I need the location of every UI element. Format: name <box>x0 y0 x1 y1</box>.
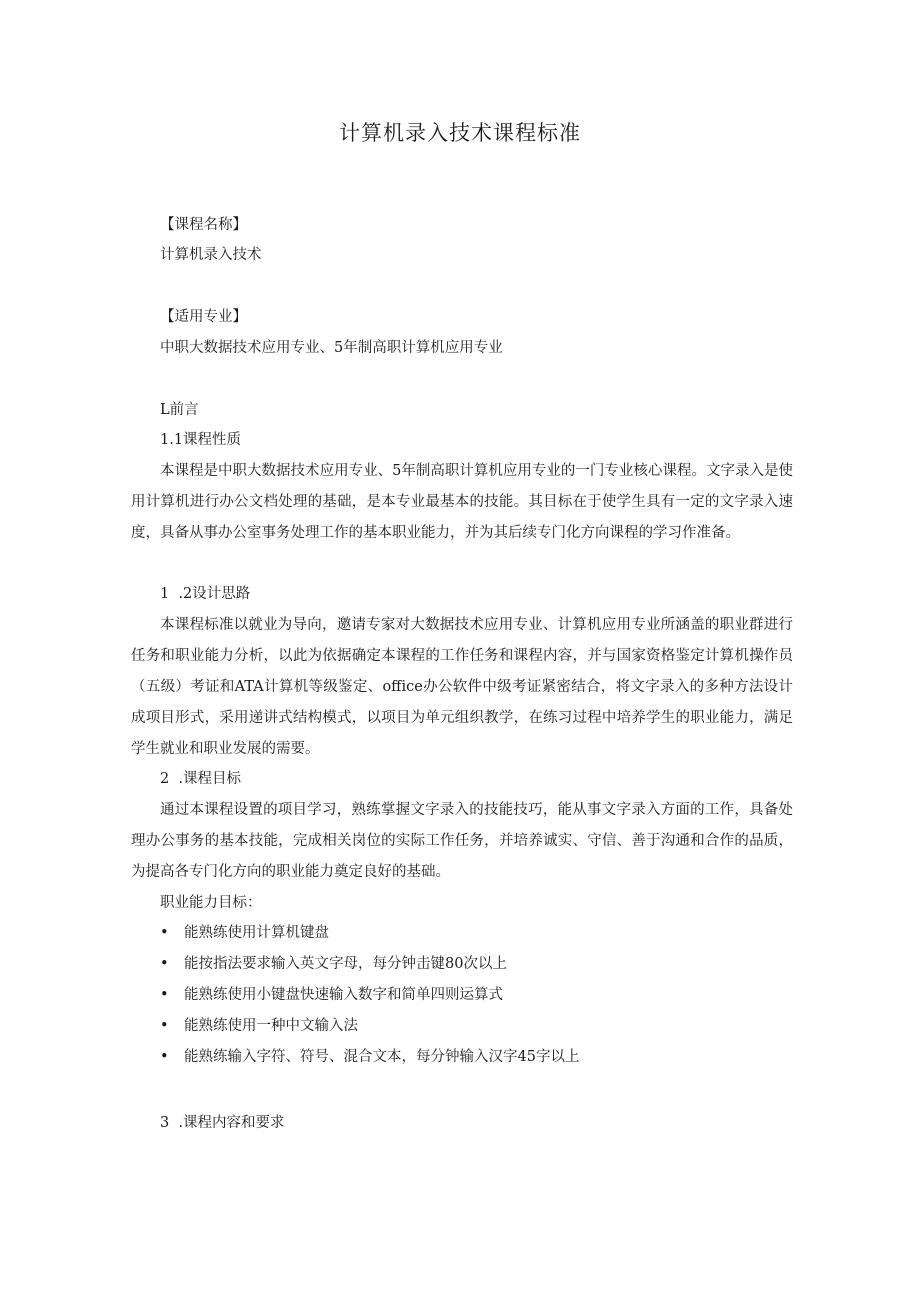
ability-goals-list <box>160 922 579 1077</box>
course-name-heading: 【课程名称】 <box>160 217 247 233</box>
course-nature-paragraph: 本课程是中职大数据技术应用专业、5年制高职计算机应用专业的一门专业核心课程。文字录入是使用计算机进行办公文档处理的基础，是本专业最基本的技能。其目标在于使学生具有一定的文字录入速度，具备从事办公室事务处理工作的基本职业能力，并为其后续专门化方向课程的学习作准备。 <box>131 463 793 541</box>
list-item <box>160 1046 579 1077</box>
ability-goals-label: 职业能力目标： <box>160 895 262 911</box>
list-item <box>160 922 579 953</box>
goals-heading: 2 .课程目标 <box>160 771 242 787</box>
bullet-icon: • <box>160 925 169 941</box>
design-paragraph: 本课程标准以就业为导向，邀请专家对大数据技术应用专业、计算机应用专业所涵盖的职业群进行任务和职业能力分析，以此为依据确定本课程的工作任务和课程内容，并与国家资格鉴定计算机操作员（五级）考证和ATA计算机等级鉴定、office办公软件中级考证紧密结合，将文字录入的多种方法设计成项目形式，采用递讲式结构模式，以项目为单元组织教学，在练习过程中培养学生的职业能力，满足学生就业和职业发展的需要。 <box>131 617 793 757</box>
list-item <box>160 984 579 1015</box>
document-title: 计算机录入技术课程标准 <box>339 121 581 145</box>
list-item <box>160 953 579 984</box>
goals-paragraph: 通过本课程设置的项目学习，熟练掌握文字录入的技能技巧，能从事文字录入方面的工作，具备处理办公事务的基本技能，完成相关岗位的实际工作任务，并培养诚实、守信、善于沟通和合作的品质，为提高各专门化方向的职业能力奠定良好的基础。 <box>131 802 793 880</box>
major-heading: 【适用专业】 <box>160 309 247 325</box>
list-item-text: 能熟练使用一种中文输入法 <box>184 1018 358 1034</box>
bullet-icon: • <box>160 1049 169 1065</box>
preface-heading: L前言 <box>160 402 199 418</box>
course-name-value: 计算机录入技术 <box>160 247 262 263</box>
list-item-text: 能熟练输入字符、符号、混合文本，每分钟输入汉字45字以上 <box>184 1049 580 1065</box>
major-value: 中职大数据技术应用专业、5年制高职计算机应用专业 <box>160 340 503 356</box>
list-item-text: 能熟练使用计算机键盘 <box>184 925 329 941</box>
list-item <box>160 1015 579 1046</box>
course-nature-heading: 1.1课程性质 <box>160 432 242 448</box>
list-item-text: 能熟练使用小键盘快速输入数字和简单四则运算式 <box>184 987 503 1003</box>
content-heading: 3 .课程内容和要求 <box>160 1115 285 1131</box>
bullet-icon: • <box>160 987 169 1003</box>
design-heading: 1 .2设计思路 <box>160 586 251 602</box>
bullet-icon: • <box>160 956 169 972</box>
list-item-text: 能按指法要求输入英文字母，每分钟击键80次以上 <box>184 956 507 972</box>
bullet-icon: • <box>160 1018 169 1034</box>
